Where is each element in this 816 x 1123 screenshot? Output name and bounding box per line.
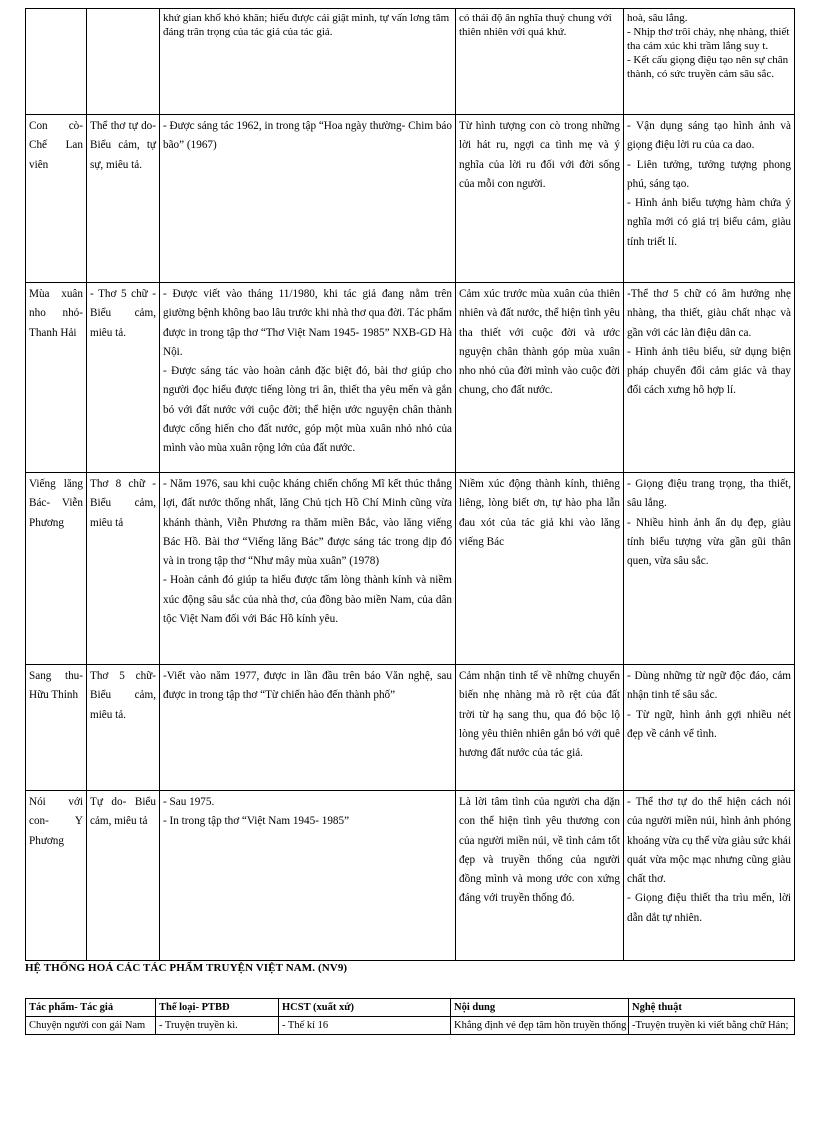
art-line: - Nhịp thơ trôi chảy, nhẹ nhàng, thiết tha cảm xúc khi trầm lắng suy t. <box>627 26 790 52</box>
context-cell <box>160 791 456 961</box>
column-header: HCST (xuất xứ) <box>279 999 451 1017</box>
art-cell <box>624 115 795 283</box>
work-cell: Con cò- Chế Lan viên <box>26 115 87 283</box>
column-header: Thể loại- PTBĐ <box>156 999 279 1017</box>
work-cell: Mùa xuân nho nhỏ- Thanh Hải <box>26 283 87 473</box>
context-line: - Được viết vào tháng 11/1980, khi tác giả đang nằm trên giường bệnh không bao lâu trước khi nhà thơ qua đời. Tác phẩm được in trong tập thơ “Thơ Việt Nam 1945- 1985” NXB-GD Hà Nội. <box>163 288 452 358</box>
art-line: - Giọng điệu thiết tha trìu mến, lời dẫn dắt tự nhiên. <box>627 892 791 924</box>
context-line: - Được sáng tác 1962, in trong tập “Hoa ngày thường- Chim báo bão” (1967) <box>163 120 452 152</box>
content-cell: Là lời tâm tình của người cha dặn con thể hiện tình yêu thương con của người miền núi, về tình cảm tốt đẹp và truyền thống của người đồng mình và mong ước con xứng đáng với truyền thống đó. <box>456 791 624 961</box>
art-line: - Giọng điệu trang trọng, tha thiết, sâu lắng. <box>627 478 791 510</box>
art-line: - Nhiều hình ảnh ẩn dụ đẹp, giàu tính biểu tượng vừa gần gũi thân quen, vừa sâu sắc. <box>627 516 791 568</box>
context-line: -Viết vào năm 1977, được in lần đầu trên báo Văn nghệ, sau được in trong tập thơ “Từ chiến hào đến thành phố” <box>163 670 452 702</box>
context-line: - Hoàn cảnh đó giúp ta hiểu được tấm lòng thành kính và niềm xúc động sâu sắc của nhà thơ, của đồng bào miền Nam, của dân tộc Việt Nam đối với Bác Hồ kính yêu. <box>163 574 452 626</box>
art-cell <box>624 665 795 791</box>
context-cell: khứ gian khổ khó khăn; hiểu được cái giật mình, tự vấn lơng tâm đáng trân trọng của tác giả của tác giả. <box>160 9 456 115</box>
context-cell <box>160 283 456 473</box>
content-cell: có thái độ ân nghĩa thuỷ chung với thiên nhiên với quá khứ. <box>456 9 624 115</box>
table-row <box>26 791 795 961</box>
table-cell: -Truyện truyền kì viết bằng chữ Hán; <box>629 1017 795 1035</box>
table-row <box>26 473 795 665</box>
context-line: - In trong tập thơ “Việt Nam 1945- 1985” <box>163 815 350 828</box>
content-cell: Từ hình tượng con cò trong những lời hát ru, ngợi ca tình mẹ và ý nghĩa của lời ru đối với đời sống của mỗi con người. <box>456 115 624 283</box>
context-cell <box>160 473 456 665</box>
genre-cell: Thơ 8 chữ - Biểu cảm, miêu tả <box>87 473 160 665</box>
context-line: - Được sáng tác vào hoàn cảnh đặc biệt đó, bài thơ giúp cho người đọc hiểu được tiếng lòng tri ân, thiết tha yêu mến và gắn bó với đất nước với cuộc đời; thể hiện ước nguyện chân thành được cống hiến cho đất nước, góp một mùa xuân nhỏ nhỏ của mình vào mùa xuân rộng lớn của đất nước. <box>163 365 452 455</box>
table-row <box>26 9 795 115</box>
column-header: Tác phẩm- Tác giả <box>26 999 156 1017</box>
poetry-table <box>25 8 795 961</box>
work-cell: Sang thu- Hữu Thỉnh <box>26 665 87 791</box>
art-line: - Kết cấu giọng điệu tạo nên sự chân thành, có sức truyền cảm sâu sắc. <box>627 54 789 80</box>
art-line: - Từ ngữ, hình ảnh gợi nhiều nét đẹp về cảnh vể tình. <box>627 708 791 740</box>
table-cell: - Thế kỉ 16 <box>279 1017 451 1035</box>
table-row <box>26 665 795 791</box>
art-line: - Thể thơ tự do thể hiện cách nói của người miền núi, hình ảnh phóng khoáng vừa cụ thể vừa giàu sức khái quát vừa mộc mạc nhưng cũng giàu chất thơ. <box>627 796 791 886</box>
art-cell <box>624 9 795 115</box>
art-line: - Vận dụng sáng tạo hình ảnh và giọng điệu lời ru của ca dao. <box>627 120 791 152</box>
art-line: hoà, sâu lắng. <box>627 12 688 24</box>
table-cell: Chuyện người con gái Nam <box>26 1017 156 1035</box>
table-row <box>26 283 795 473</box>
art-line: - Hình ảnh tiêu biểu, sử dụng biện pháp chuyển đổi cảm giác và thay đổi cách xưng hô hợp lí. <box>627 345 791 397</box>
work-cell <box>26 9 87 115</box>
context-cell <box>160 665 456 791</box>
genre-cell <box>87 9 160 115</box>
context-line: - Năm 1976, sau khi cuộc kháng chiến chống Mĩ kết thúc thắng lợi, đất nước thống nhất, lăng Chủ tịch Hồ Chí Minh cũng vừa khánh thành, Viễn Phương ra thăm miền Bắc, vào lăng viếng Bác Hồ. Bài thơ “Viếng lăng Bác” được sáng tác trong dịp đó và in trong tập thơ “Như mây mùa xuân” (1978) <box>163 478 452 568</box>
column-header: Nội dung <box>451 999 629 1017</box>
table-cell: Khẳng định vẻ đẹp tâm hồn truyền thống <box>451 1017 629 1035</box>
art-line: - Dùng những từ ngữ độc đáo, cảm nhận tinh tế sâu sắc. <box>627 670 791 702</box>
art-cell <box>624 791 795 961</box>
section-heading: HỆ THỐNG HOÁ CÁC TÁC PHẨM TRUYỆN VIỆT NAM. (NV9) <box>25 962 348 974</box>
context-line: - Sau 1975. <box>163 796 215 808</box>
genre-cell: Tự do- Biểu cảm, miêu tả <box>87 791 160 961</box>
table-row <box>26 1017 795 1035</box>
content-cell: Niềm xúc động thành kính, thiêng liêng, lòng biết ơn, tự hào pha lẫn đau xót của tác giả khi vào lăng viếng Bác <box>456 473 624 665</box>
content-cell: Cảm nhận tinh tế về những chuyển biến nhẹ nhàng mà rõ rệt của đất trời từ hạ sang thu, qua đó bộc lộ lòng yêu thiên nhiên gắn bó với quê hương đất nước của tác giả. <box>456 665 624 791</box>
genre-cell: Thể thơ tự do- Biểu cảm, tự sự, miêu tả. <box>87 115 160 283</box>
work-cell: Nói với con- Y Phương <box>26 791 87 961</box>
context-cell <box>160 115 456 283</box>
art-line: -Thể thơ 5 chữ có âm hưởng nhẹ nhàng, tha thiết, giàu chất nhạc và gần với các làn điệu dân ca. <box>627 288 791 339</box>
prose-table <box>25 998 795 1035</box>
art-cell <box>624 283 795 473</box>
art-cell <box>624 473 795 665</box>
work-cell: Viếng lăng Bác- Viễn Phương <box>26 473 87 665</box>
column-header: Nghệ thuật <box>629 999 795 1017</box>
genre-cell: Thơ 5 chữ- Biểu cảm, miêu tả. <box>87 665 160 791</box>
content-cell: Cảm xúc trước mùa xuân của thiên nhiên và đất nước, thể hiện tình yêu tha thiết với cuộc đời và ước nguyện chân thành góp mùa xuân nho nhỏ của đời mình vào cuộc đời chung, cho đất nước. <box>456 283 624 473</box>
art-line: - Liên tưởng, tưởng tượng phong phú, sáng tạo. <box>627 158 791 190</box>
genre-cell: - Thơ 5 chữ - Biểu cảm, miêu tả. <box>87 283 160 473</box>
table-cell: - Truyện truyền kì. <box>156 1017 279 1035</box>
art-line: - Hình ảnh biểu tượng hàm chứa ý nghĩa mới có giá trị biểu cảm, giàu tính triết lí. <box>627 197 791 248</box>
header-row <box>26 999 795 1017</box>
table-row <box>26 115 795 283</box>
